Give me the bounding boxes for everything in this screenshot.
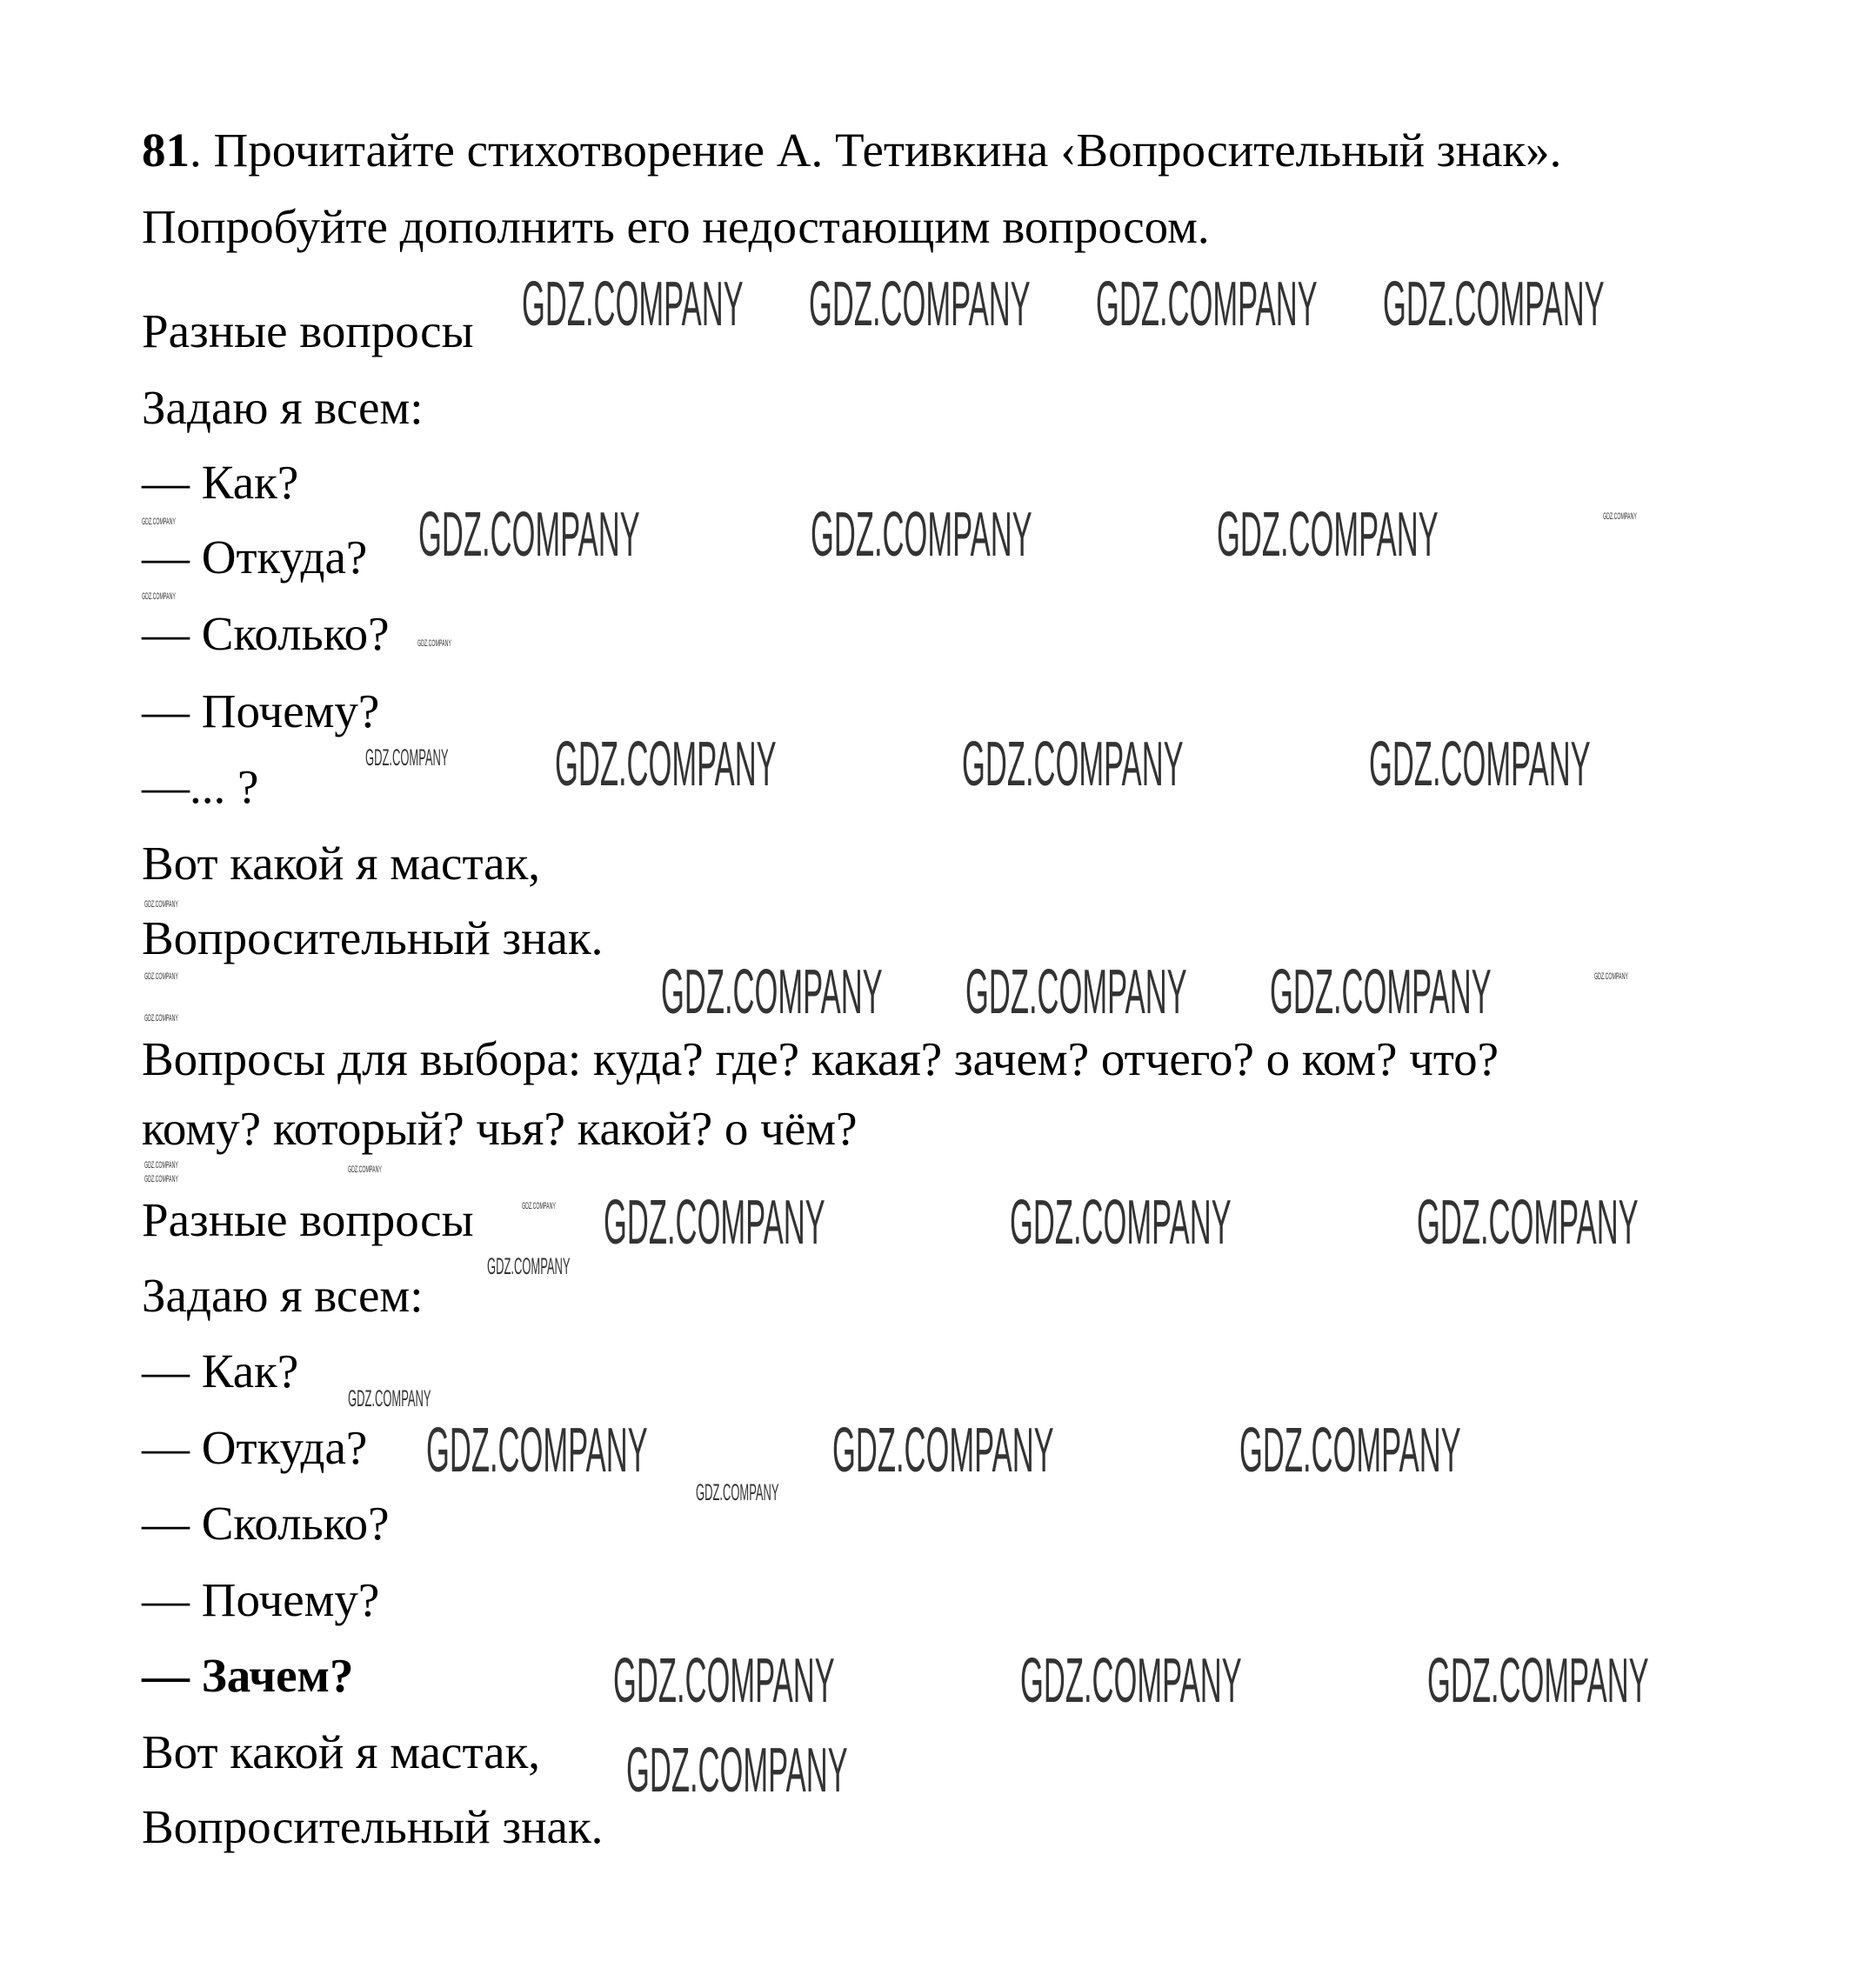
watermark-text: GDZ.COMPANY (487, 1253, 571, 1279)
poem-line-missing: —... ? (142, 760, 259, 813)
answer-line: Вопросительный знак. (142, 1800, 604, 1853)
watermark-text: GDZ.COMPANY (144, 1174, 178, 1184)
watermark-text: GDZ.COMPANY (144, 1013, 178, 1024)
watermark-text: GDZ.COMPANY (348, 1385, 431, 1411)
answer-line: — Сколько? (142, 1497, 390, 1550)
watermark-text: GDZ.COMPANY (1427, 1646, 1649, 1716)
watermark-text: GDZ.COMPANY (1217, 500, 1439, 570)
watermark-text: GDZ.COMPANY (613, 1646, 835, 1716)
choices-line: Вопросы для выбора: куда? где? какая? зачем? отчего? о ком? что? (142, 1032, 1499, 1085)
watermark-text: GDZ.COMPANY (144, 899, 178, 910)
answer-line: — Почему? (142, 1573, 380, 1626)
watermark-text: GDZ.COMPANY (1270, 957, 1492, 1027)
watermark-text: GDZ.COMPANY (142, 591, 176, 602)
answer-line: — Откуда? (142, 1421, 368, 1474)
watermark-text: GDZ.COMPANY (965, 957, 1187, 1027)
answer-line: Разные вопросы (142, 1193, 474, 1246)
poem-line: — Как? (142, 456, 299, 509)
watermark-text: GDZ.COMPANY (522, 1201, 556, 1211)
watermark-text: GDZ.COMPANY (696, 1479, 779, 1505)
watermark-text: GDZ.COMPANY (1594, 971, 1628, 982)
watermark-text: GDZ.COMPANY (418, 500, 640, 570)
answer-line: Вот какой я мастак, (142, 1725, 541, 1778)
task-instruction: Попробуйте дополнить его недостающим вопросом. (142, 200, 1210, 253)
watermark-text: GDZ.COMPANY (522, 270, 744, 339)
watermark-text: GDZ.COMPANY (962, 730, 1184, 799)
watermark-text: GDZ.COMPANY (809, 270, 1031, 339)
answer-line-filled: — Зачем? (142, 1649, 354, 1702)
watermark-text: GDZ.COMPANY (1010, 1188, 1232, 1258)
watermark-text: GDZ.COMPANY (661, 957, 883, 1027)
watermark-text: GDZ.COMPANY (144, 971, 178, 982)
watermark-text: GDZ.COMPANY (1096, 270, 1318, 339)
poem-line: Вот какой я мастак, (142, 837, 541, 890)
watermark-text: GDZ.COMPANY (1239, 1416, 1461, 1485)
watermark-text: GDZ.COMPANY (1417, 1188, 1639, 1258)
poem-line: — Сколько? (142, 607, 390, 660)
poem-line: Разные вопросы (142, 304, 474, 357)
poem-line: Вопросительный знак. (142, 911, 604, 964)
answer-line: — Как? (142, 1344, 299, 1398)
task-number: 81 (142, 123, 190, 177)
watermark-text: GDZ.COMPANY (555, 730, 777, 799)
poem-line: — Почему? (142, 684, 380, 737)
watermark-text: GDZ.COMPANY (144, 1160, 178, 1171)
poem-line: Задаю я всем: (142, 381, 424, 434)
task-title: . Прочитайте стихотворение А. Тетивкина ‹Вопросительный знак». (190, 123, 1562, 177)
watermark-text: GDZ.COMPANY (1383, 270, 1605, 339)
poem-line: — Откуда? (142, 530, 368, 584)
watermark-text: GDZ.COMPANY (832, 1416, 1054, 1485)
watermark-text: GDZ.COMPANY (1020, 1646, 1242, 1716)
watermark-text: GDZ.COMPANY (1603, 511, 1637, 522)
answer-line: Задаю я всем: (142, 1269, 424, 1322)
watermark-text: GDZ.COMPANY (626, 1736, 848, 1805)
task-heading (142, 123, 1562, 177)
watermark-text: GDZ.COMPANY (1369, 730, 1591, 799)
watermark-text: GDZ.COMPANY (426, 1416, 648, 1485)
watermark-text: GDZ.COMPANY (417, 638, 451, 649)
watermark-text: GDZ.COMPANY (365, 744, 449, 771)
watermark-text: GDZ.COMPANY (811, 500, 1032, 570)
watermark-text: GDZ.COMPANY (348, 1164, 382, 1175)
choices-line: кому? который? чья? какой? о чём? (142, 1102, 858, 1155)
watermark-text: GDZ.COMPANY (604, 1188, 825, 1258)
watermark-text: GDZ.COMPANY (142, 517, 176, 527)
